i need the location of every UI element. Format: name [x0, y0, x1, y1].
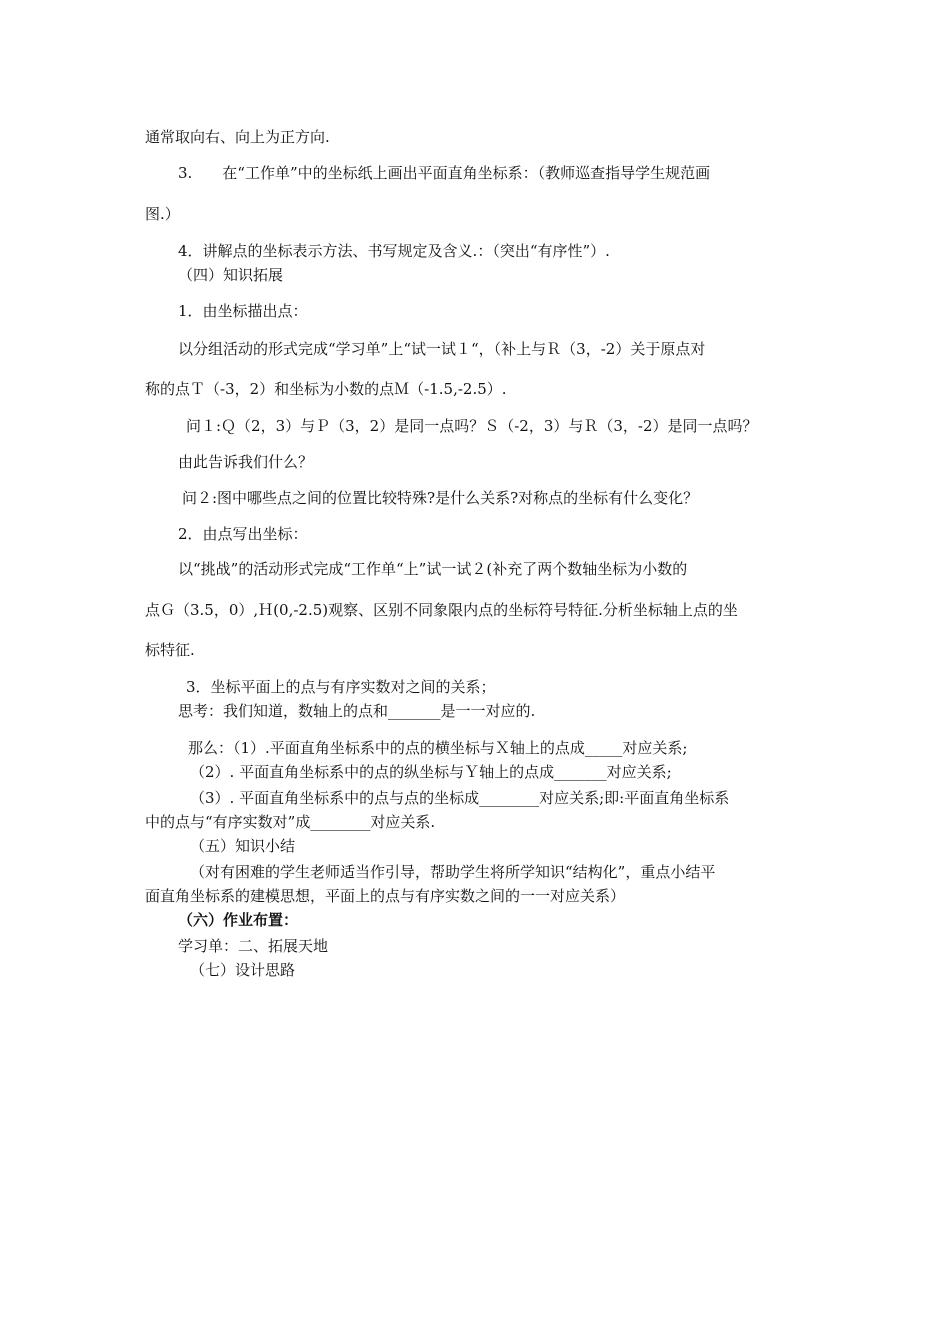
section-heading: （五）知识小结 [190, 837, 296, 855]
text-line: （2）. 平面直角坐标系中的点的纵坐标与Ｙ轴上的点成_______对应关系; [190, 763, 672, 781]
text-line: 称的点Ｔ（-3，2）和坐标为小数的点Ｍ（-1.5,-2.5）. [145, 380, 507, 398]
section-heading: （七）设计思路 [190, 961, 296, 979]
text-line: 3．坐标平面上的点与有序实数对之间的关系； [186, 678, 496, 696]
text-line: （3）. 平面直角坐标系中的点与点的坐标成________对应关系;即:平面直角坐标系 [190, 789, 730, 807]
text-line: 3. 在“工作单”中的坐标纸上画出平面直角坐标系：（教师巡查指导学生规范画 [178, 164, 711, 182]
text-line: 以“挑战”的活动形式完成“工作单“上”试一试２(补充了两个数轴坐标为小数的 [178, 560, 688, 578]
text-line: 2．由点写出坐标： [178, 525, 308, 543]
text-line: 图.） [145, 205, 180, 223]
text-line: 1．由坐标描出点： [178, 302, 308, 320]
text-line: 以分组活动的形式完成“学习单”上“试一试１“，（补上与Ｒ（3，-2）关于原点对 [178, 340, 706, 358]
text-line: 中的点与“有序实数对”成________对应关系. [145, 813, 436, 831]
text-line: （对有困难的学生老师适当作引导，帮助学生将所学知识“结构化”，重点小结平 [190, 863, 716, 881]
text-line: 问２:图中哪些点之间的位置比较特殊?是什么关系?对称点的坐标有什么变化？ [182, 489, 699, 507]
text-line: 标特征. [145, 641, 195, 659]
text-line: 4．讲解点的坐标表示方法、书写规定及含义.：（突出“有序性”）. [178, 242, 610, 260]
section-heading: （四）知识拓展 [178, 266, 284, 284]
text-line: 问１:Ｑ（2，3）与Ｐ（3，2）是同一点吗？Ｓ（-2，3）与Ｒ（3，-2）是同一点吗？ [186, 417, 758, 435]
text-line: 那么：（1）.平面直角坐标系中的点的横坐标与Ｘ轴上的点成_____对应关系; [188, 739, 688, 757]
text-line: 学习单：二、拓展天地 [178, 937, 329, 955]
text-line: 通常取向右、向上为正方向. [145, 128, 330, 146]
text-line: 思考：我们知道，数轴上的点和_______是一一对应的. [178, 702, 536, 720]
text-line: 面直角坐标系的建模思想，平面上的点与有序实数之间的一一对应关系） [145, 887, 626, 905]
section-heading: （六）作业布置： [178, 911, 299, 929]
text-line: 点Ｇ（3.5，0）,Ｈ(0,-2.5)观察、区别不同象限内点的坐标符号特征.分析坐标轴上点的坐 [145, 601, 738, 619]
text-line: 由此告诉我们什么？ [178, 453, 314, 471]
